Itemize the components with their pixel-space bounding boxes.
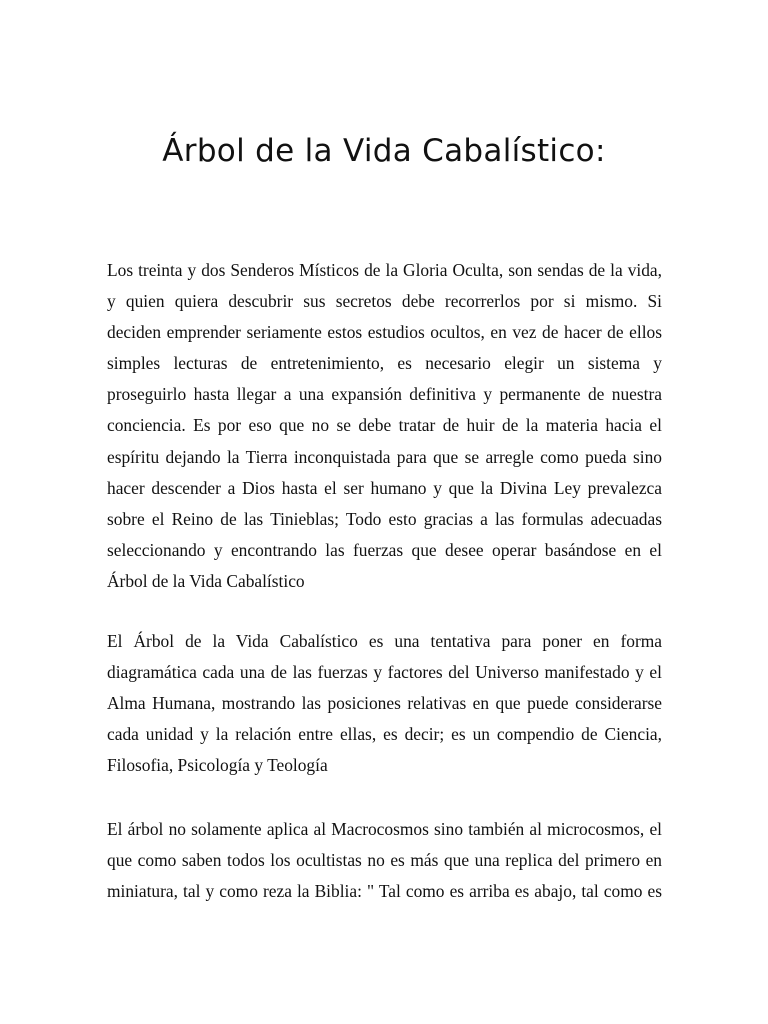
paragraph-line: y quien quiera descubrir sus secretos debe recorrerlos por si mismo. Si	[107, 291, 662, 312]
paragraph-1	[107, 255, 662, 597]
paragraph-line: Los treinta y dos Senderos Místicos de la Gloria Oculta, son sendas de la vida,	[107, 260, 662, 280]
paragraph-3-text	[107, 814, 662, 907]
paragraph-line: conciencia. Es por eso que no se debe tratar de huir de la materia hacia el	[107, 415, 662, 436]
document-title: Árbol de la Vida Cabalístico:	[162, 133, 606, 169]
paragraph-line: diagramática cada una de las fuerzas y factores del Universo manifestado y el	[107, 662, 662, 683]
paragraph-line: Alma Humana, mostrando las posiciones relativas en que puede considerarse	[107, 693, 662, 714]
paragraph-2	[107, 626, 662, 781]
paragraph-line: Árbol de la Vida Cabalístico	[107, 570, 305, 591]
paragraph-line: El Árbol de la Vida Cabalístico es una tentativa para poner en forma	[107, 631, 662, 651]
paragraph-line: simples lecturas de entretenimiento, es necesario elegir un sistema y	[107, 353, 662, 374]
paragraph-line: espíritu dejando la Tierra inconquistada para que se arregle como pueda sino	[107, 446, 662, 467]
paragraph-line: Filosofia, Psicología y Teología	[107, 755, 328, 776]
paragraph-line: seleccionando y encontrando las fuerzas que desee operar basándose en el	[107, 539, 662, 560]
paragraph-line: cada unidad y la relación entre ellas, es decir; es un compendio de Ciencia,	[107, 724, 662, 745]
paragraph-2-text	[107, 626, 662, 781]
paragraph-line: deciden emprender seriamente estos estudios ocultos, en vez de hacer de ellos	[107, 322, 662, 343]
paragraph-3	[107, 814, 662, 907]
paragraph-1-text	[107, 255, 662, 597]
paragraph-line: El árbol no solamente aplica al Macrocosmos sino también al microcosmos, el	[107, 819, 662, 839]
paragraph-line: hacer descender a Dios hasta el ser humano y que la Divina Ley prevalezca	[107, 477, 662, 498]
paragraph-line: sobre el Reino de las Tinieblas; Todo esto gracias a las formulas adecuadas	[107, 508, 662, 529]
paragraph-line: que como saben todos los ocultistas no es más que una replica del primero en	[107, 850, 662, 871]
paragraph-line: proseguirlo hasta llegar a una expansión definitiva y permanente de nuestra	[107, 384, 662, 405]
paragraph-line: miniatura, tal y como reza la Biblia: " Tal como es arriba es abajo, tal como es	[107, 881, 662, 902]
